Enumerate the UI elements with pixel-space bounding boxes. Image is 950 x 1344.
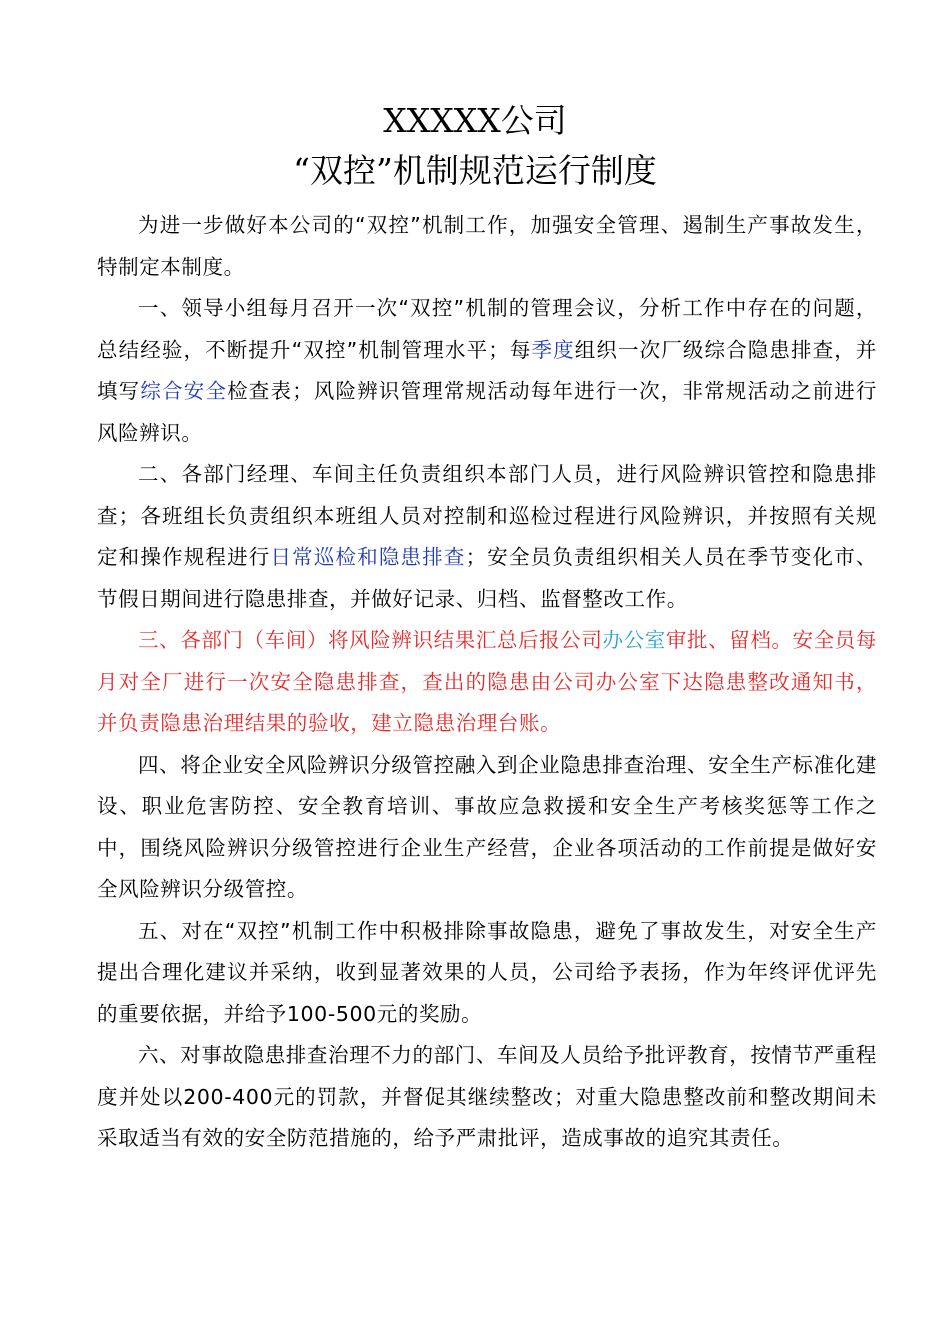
paragraph-1-text-e: 检查表；风险辨识管理常规活动每年进行一次，非常规活动之前进行风险辨识。: [97, 379, 878, 445]
paragraph-2-text-a: 二、各部门经理、车间主任负责组织本部门人员，进行风险辨识管控和隐患排查；各班组长负责组织本班组人员对控制和巡检过程进行风险辨识，并按照有关规定和操作规程进行: [97, 462, 877, 569]
paragraph-1-text-c: 组织一次厂级综合隐患排查，并填写: [97, 337, 877, 403]
paragraph-3-text-c: 审批、留档。安全员每月对全厂进行一次安全隐患排查，查出的隐患由公司办公室下达隐患整改通知书，并负责隐患治理结果的验收，建立隐患治理台账。: [97, 628, 877, 735]
paragraph-intro: 为进一步做好本公司的“双控”机制工作，加强安全管理、遏制生产事故发生，特制定本制度。: [97, 213, 877, 279]
paragraph-1-highlight-quarter: 季度: [531, 337, 575, 362]
document-title: “双控”机制规范运行制度: [293, 151, 657, 190]
paragraph-2-highlight-inspection: 日常巡检和隐患排查: [270, 545, 466, 569]
paragraph-1: [97, 288, 877, 454]
paragraph-1-highlight-safety: 综合安全: [140, 379, 228, 403]
company-title: XXXXX公司: [383, 101, 567, 140]
paragraph-2: [97, 454, 877, 620]
paragraph-2-text-c: ；安全员负责组织相关人员在季节变化市、节假日期间进行隐患排查，并做好记录、归档、监督整改工作。: [97, 545, 877, 611]
paragraph-3-text-a: 三、各部门（车间）将风险辨识结果汇总后报公司: [138, 628, 603, 652]
paragraph-4: 四、将企业安全风险辨识分级管控融入到企业隐患排查治理、安全生产标准化建设、职业危害防控、安全教育培训、事故应急救援和安全生产考核奖惩等工作之中，围绕风险辨识分级管控进行企业生产经营，企业各项活动的工作前提是做好安全风险辨识分级管控。: [97, 752, 877, 901]
paragraph-3-highlight-office: 办公室: [602, 628, 666, 652]
paragraph-6: 六、对事故隐患排查治理不力的部门、车间及人员给予批评教育，按情节严重程度并处以200-400元的罚款，并督促其继续整改；对重大隐患整改前和整改期间未采取适当有效的安全防范措施的，给予严肃批评，造成事故的追究其责任。: [97, 1043, 877, 1150]
paragraph-5: 五、对在“双控”机制工作中积极排除事故隐患，避免了事故发生，对安全生产提出合理化建议并采纳，收到显著效果的人员，公司给予表扬，作为年终评优评先的重要依据，并给予100-500元的奖励。: [97, 918, 877, 1026]
paragraph-3: [97, 620, 877, 745]
paragraph-1-text-a: 一、领导小组每月召开一次“双控”机制的管理会议，分析工作中存在的问题，总结经验，不断提升“双控”机制管理水平；每: [97, 296, 877, 362]
document-body: [97, 205, 877, 1160]
